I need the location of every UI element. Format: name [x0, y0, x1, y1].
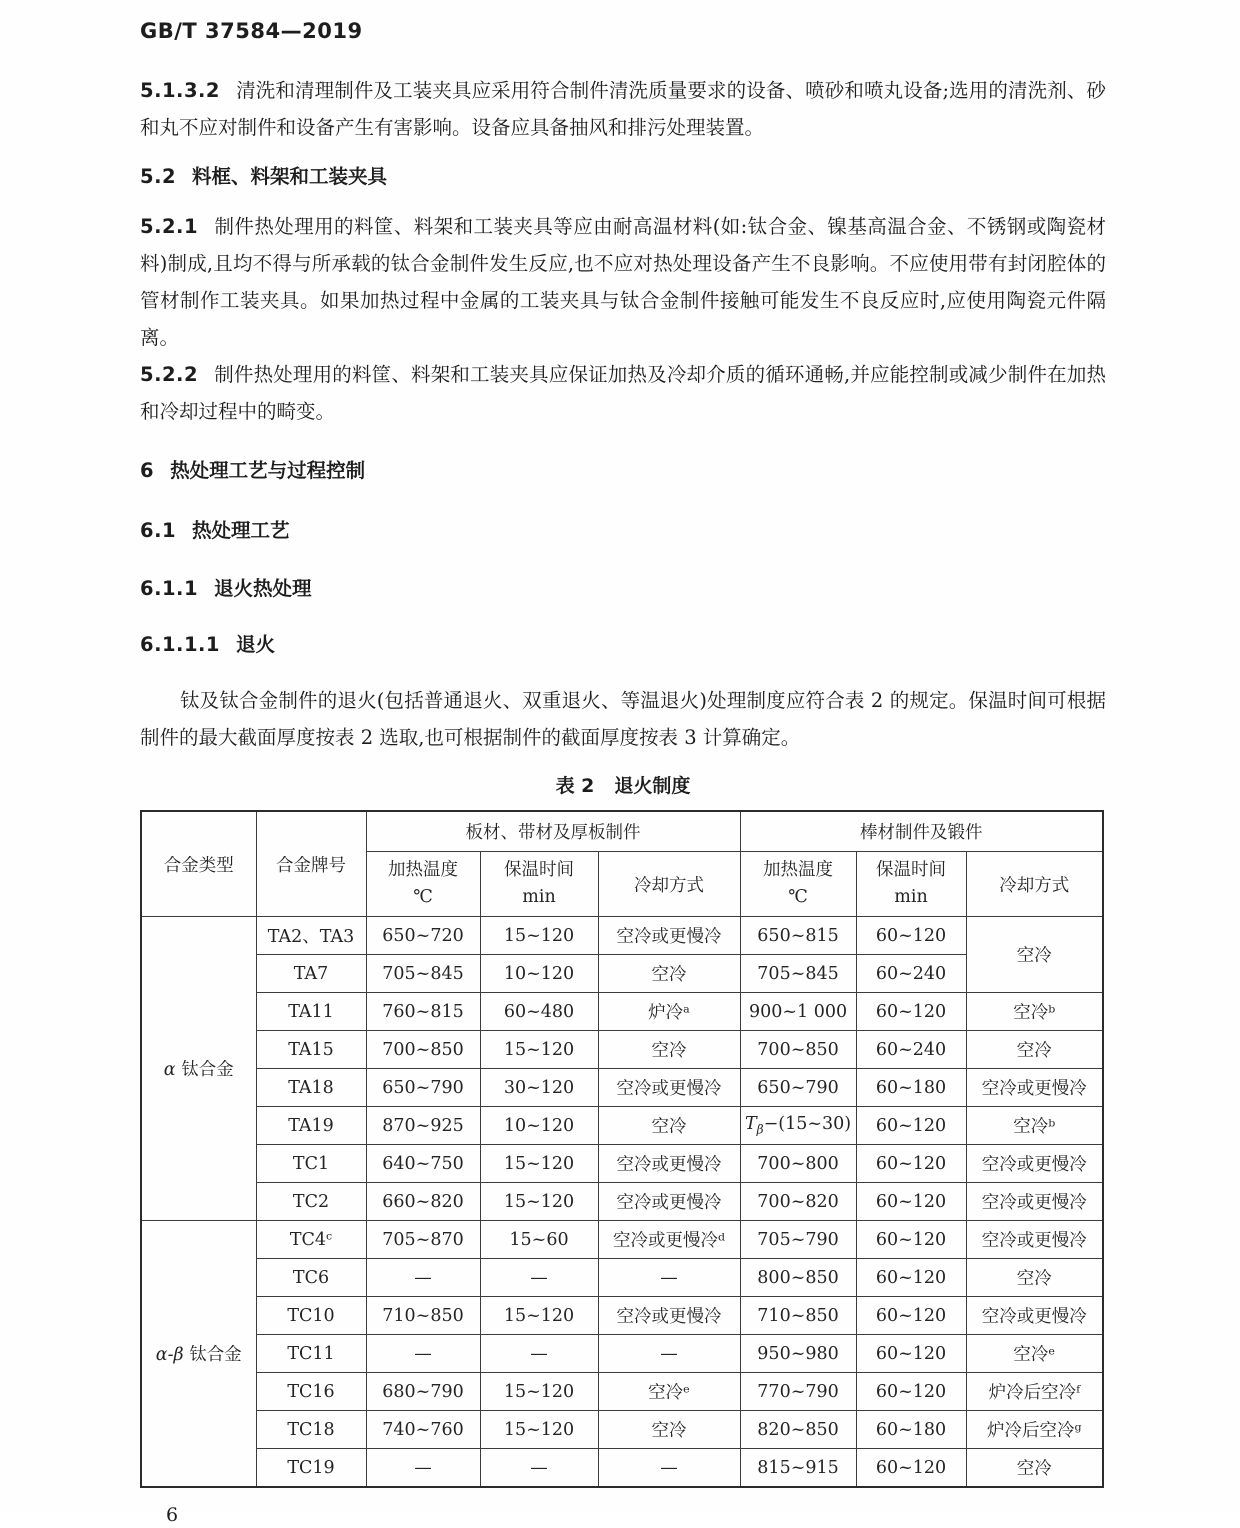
heading-5-2: [140, 162, 1106, 192]
cell-sheet-temp: 660~820: [366, 1183, 480, 1221]
heading-6-1-1: [140, 574, 1106, 604]
paragraph-intro: [140, 682, 1106, 756]
cell-sheet-time: 15~120: [480, 1373, 598, 1411]
cell-bar-temp: 705~790: [740, 1221, 856, 1259]
header-label: 加热温度: [763, 860, 834, 880]
cell-bar-time: 60~120: [856, 917, 966, 955]
cell-bar-time: 60~120: [856, 1259, 966, 1297]
header-label: 保温时间: [876, 860, 947, 880]
cell-sheet-cool: 空冷: [598, 1031, 740, 1069]
cell-bar-time: 60~120: [856, 993, 966, 1031]
t-beta-expression: [744, 1114, 852, 1137]
header-sheet-heat-temp: [366, 852, 480, 917]
header-label: 加热温度: [388, 860, 458, 880]
cell-sheet-temp: 700~850: [366, 1031, 480, 1069]
cell-grade: TC10: [256, 1297, 366, 1335]
cell-sheet-temp: —: [366, 1259, 480, 1297]
cell-grade: TA7: [256, 955, 366, 993]
table-row: [141, 1221, 1103, 1259]
header-alloy-type: 合金类型: [141, 811, 256, 917]
cell-bar-cool: 空冷或更慢冷: [966, 1145, 1103, 1183]
table-caption-title: 退火制度: [614, 775, 691, 797]
cell-grade: TA18: [256, 1069, 366, 1107]
heading-text: 料框、料架和工装夹具: [192, 165, 388, 188]
cell-bar-temp: 700~820: [740, 1183, 856, 1221]
cell-grade: TA11: [256, 993, 366, 1031]
cell-sheet-cool: 炉冷ᵃ: [598, 993, 740, 1031]
cell-bar-time: 60~120: [856, 1145, 966, 1183]
cell-bar-temp: 900~1 000: [740, 993, 856, 1031]
heading-text: 热处理工艺: [192, 519, 290, 542]
cell-grade: TA2、TA3: [256, 917, 366, 955]
table-row: [141, 1411, 1103, 1449]
group-name: 钛合金: [189, 1345, 242, 1365]
cell-sheet-time: 15~120: [480, 1145, 598, 1183]
table-row: [141, 993, 1103, 1031]
cell-sheet-time: 15~120: [480, 917, 598, 955]
cell-sheet-temp: 705~870: [366, 1221, 480, 1259]
cell-bar-time: 60~120: [856, 1221, 966, 1259]
cell-grade: TC11: [256, 1335, 366, 1373]
cell-grade: TC19: [256, 1449, 366, 1488]
cell-sheet-cool: 空冷或更慢冷: [598, 1145, 740, 1183]
cell-bar-temp-tbeta: [740, 1107, 856, 1145]
cell-bar-cool: 空冷: [966, 1031, 1103, 1069]
clause-number: 5.2.2: [140, 363, 199, 386]
cell-sheet-time: 30~120: [480, 1069, 598, 1107]
t-beta-range: −(15~30): [763, 1114, 852, 1135]
cell-bar-temp: 705~845: [740, 955, 856, 993]
paragraph-text: 钛及钛合金制件的退火(包括普通退火、双重退火、等温退火)处理制度应符合表 2 的规定。保温时间可根据制件的最大截面厚度按表 2 选取,也可根据制件的截面厚度按表 3 计算确定。: [140, 689, 1106, 749]
cell-sheet-time: 15~120: [480, 1297, 598, 1335]
table-row: [141, 1297, 1103, 1335]
cell-bar-cool: 空冷或更慢冷: [966, 1069, 1103, 1107]
cell-sheet-time: —: [480, 1259, 598, 1297]
cell-grade: TC18: [256, 1411, 366, 1449]
cell-sheet-cool: 空冷: [598, 955, 740, 993]
group-name: 钛合金: [181, 1060, 234, 1080]
cell-sheet-temp: 760~815: [366, 993, 480, 1031]
cell-grade: TC16: [256, 1373, 366, 1411]
cell-sheet-temp: 705~845: [366, 955, 480, 993]
group-prefix: α: [163, 1060, 176, 1080]
cell-bar-temp: 950~980: [740, 1335, 856, 1373]
cell-bar-temp: 815~915: [740, 1449, 856, 1488]
cell-bar-cool: 空冷: [966, 1259, 1103, 1297]
cell-bar-cool: 空冷ᵉ: [966, 1335, 1103, 1373]
table-row: [141, 1031, 1103, 1069]
clause-number: 6.1: [140, 519, 177, 542]
cell-sheet-cool: —: [598, 1449, 740, 1488]
cell-bar-cool: 空冷ᵇ: [966, 1107, 1103, 1145]
cell-sheet-time: —: [480, 1335, 598, 1373]
annealing-table: [140, 810, 1104, 1488]
cell-bar-time: 60~120: [856, 1335, 966, 1373]
cell-bar-time: 60~120: [856, 1183, 966, 1221]
cell-bar-temp: 650~790: [740, 1069, 856, 1107]
cell-bar-time: 60~120: [856, 1297, 966, 1335]
cell-sheet-temp: 740~760: [366, 1411, 480, 1449]
cell-bar-time: 60~180: [856, 1069, 966, 1107]
cell-bar-temp: 650~815: [740, 917, 856, 955]
page-number: 6: [166, 1504, 179, 1526]
table-header-row-top: [141, 811, 1103, 852]
table-row: [141, 1145, 1103, 1183]
cell-sheet-time: 60~480: [480, 993, 598, 1031]
cell-sheet-cool: 空冷ᵉ: [598, 1373, 740, 1411]
cell-sheet-temp: —: [366, 1335, 480, 1373]
cell-grade: TC6: [256, 1259, 366, 1297]
header-unit: min: [522, 887, 556, 907]
header-unit: ℃: [413, 887, 433, 907]
header-bar-cooling: 冷却方式: [966, 852, 1103, 917]
table-row: [141, 1259, 1103, 1297]
cell-bar-temp: 800~850: [740, 1259, 856, 1297]
cell-bar-cool: 炉冷后空冷ᶠ: [966, 1373, 1103, 1411]
cell-bar-time: 60~120: [856, 1373, 966, 1411]
cell-sheet-time: —: [480, 1449, 598, 1488]
cell-grade: TC2: [256, 1183, 366, 1221]
cell-sheet-time: 15~120: [480, 1031, 598, 1069]
table-row: [141, 955, 1103, 993]
header-unit: min: [894, 887, 928, 907]
group-alpha-beta-label: [141, 1221, 256, 1488]
heading-text: 热处理工艺与过程控制: [170, 459, 366, 482]
header-alloy-grade: 合金牌号: [256, 811, 366, 917]
cell-sheet-temp: 680~790: [366, 1373, 480, 1411]
table-row: [141, 1183, 1103, 1221]
cell-sheet-time: 15~120: [480, 1411, 598, 1449]
cell-bar-temp: 700~850: [740, 1031, 856, 1069]
cell-sheet-cool: —: [598, 1335, 740, 1373]
cell-grade: TC4ᶜ: [256, 1221, 366, 1259]
heading-6-1: [140, 516, 1106, 546]
doc-number: GB/T 37584—2019: [140, 19, 363, 43]
table-row: [141, 1069, 1103, 1107]
group-prefix: α-β: [155, 1345, 184, 1365]
header-bar-group: 棒材制件及锻件: [740, 811, 1103, 852]
cell-bar-cool: 空冷: [966, 1449, 1103, 1488]
cell-grade: TA15: [256, 1031, 366, 1069]
cell-sheet-temp: 870~925: [366, 1107, 480, 1145]
cell-sheet-cool: —: [598, 1259, 740, 1297]
heading-text: 退火热处理: [214, 577, 312, 600]
cell-bar-temp: 710~850: [740, 1297, 856, 1335]
cell-grade: TC1: [256, 1145, 366, 1183]
group-alpha-label: [141, 917, 256, 1221]
cell-bar-temp: 820~850: [740, 1411, 856, 1449]
cell-bar-temp: 770~790: [740, 1373, 856, 1411]
cell-bar-time: 60~240: [856, 1031, 966, 1069]
paragraph-5-2-2: [140, 356, 1106, 430]
cell-bar-cool: 空冷或更慢冷: [966, 1183, 1103, 1221]
cell-sheet-cool: 空冷或更慢冷: [598, 1297, 740, 1335]
paragraph-5-2-1: [140, 208, 1106, 356]
clause-number: 5.1.3.2: [140, 79, 220, 102]
table-row: [141, 917, 1103, 955]
paragraph-5-1-3-2: [140, 72, 1106, 146]
cell-sheet-cool: 空冷: [598, 1411, 740, 1449]
paragraph-text: 制件热处理用的料筐、料架和工装夹具应保证加热及冷却介质的循环通畅,并应能控制或减少制件在加热和冷却过程中的畸变。: [140, 363, 1106, 423]
clause-number: 6.1.1: [140, 577, 199, 600]
cell-bar-cool: 空冷ᵇ: [966, 993, 1103, 1031]
header-bar-hold-time: [856, 852, 966, 917]
table-row: [141, 1107, 1103, 1145]
clause-number: 6.1.1.1: [140, 633, 220, 656]
cell-bar-cool: 炉冷后空冷ᵍ: [966, 1411, 1103, 1449]
cell-sheet-time: 10~120: [480, 955, 598, 993]
t-symbol: T: [744, 1114, 757, 1135]
cell-sheet-cool: 空冷或更慢冷: [598, 917, 740, 955]
cell-sheet-temp: 650~790: [366, 1069, 480, 1107]
header-bar-heat-temp: [740, 852, 856, 917]
beta-subscript: β: [756, 1122, 764, 1137]
cell-bar-temp: 700~800: [740, 1145, 856, 1183]
heading-text: 退火: [236, 633, 276, 656]
clause-number: 5.2.1: [140, 215, 199, 238]
cell-sheet-time: 15~60: [480, 1221, 598, 1259]
cell-sheet-time: 10~120: [480, 1107, 598, 1145]
table-caption: [140, 772, 1106, 800]
cell-bar-cool-merged: 空冷: [966, 917, 1103, 993]
cell-grade: TA19: [256, 1107, 366, 1145]
clause-number: 5.2: [140, 165, 177, 188]
table-row: [141, 1335, 1103, 1373]
cell-sheet-time: 15~120: [480, 1183, 598, 1221]
cell-bar-time: 60~120: [856, 1107, 966, 1145]
table-row: [141, 1449, 1103, 1488]
cell-bar-time: 60~120: [856, 1449, 966, 1488]
table-caption-label: 表 2: [555, 775, 595, 797]
cell-sheet-cool: 空冷或更慢冷: [598, 1183, 740, 1221]
cell-bar-cool: 空冷或更慢冷: [966, 1297, 1103, 1335]
header-sheet-cooling: 冷却方式: [598, 852, 740, 917]
cell-sheet-temp: 650~720: [366, 917, 480, 955]
cell-sheet-cool: 空冷或更慢冷ᵈ: [598, 1221, 740, 1259]
cell-sheet-temp: 710~850: [366, 1297, 480, 1335]
cell-sheet-temp: 640~750: [366, 1145, 480, 1183]
header-unit: ℃: [788, 887, 808, 907]
heading-6-1-1-1: [140, 630, 1106, 660]
cell-bar-time: 60~240: [856, 955, 966, 993]
cell-bar-time: 60~180: [856, 1411, 966, 1449]
table-row: [141, 1373, 1103, 1411]
cell-sheet-temp: —: [366, 1449, 480, 1488]
paragraph-text: 制件热处理用的料筐、料架和工装夹具等应由耐高温材料(如:钛合金、镍基高温合金、不锈钢或陶瓷材料)制成,且均不得与所承载的钛合金制件发生反应,也不应对热处理设备产生不良影响。不应使用带有封闭腔体的管材制作工装夹具。如果加热过程中金属的工装夹具与钛合金制件接触可能发生不良反应时,应使用陶瓷元件隔离。: [140, 215, 1106, 349]
cell-bar-cool: 空冷或更慢冷: [966, 1221, 1103, 1259]
header-label: 保温时间: [504, 860, 574, 880]
header-sheet-group: 板材、带材及厚板制件: [366, 811, 740, 852]
paragraph-text: 清洗和清理制件及工装夹具应采用符合制件清洗质量要求的设备、喷砂和喷丸设备;选用的清洗剂、砂和丸不应对制件和设备产生有害影响。设备应具备抽风和排污处理装置。: [140, 79, 1106, 139]
clause-number: 6: [140, 459, 155, 482]
cell-sheet-cool: 空冷: [598, 1107, 740, 1145]
header-sheet-hold-time: [480, 852, 598, 917]
heading-6: [140, 456, 1106, 486]
cell-sheet-cool: 空冷或更慢冷: [598, 1069, 740, 1107]
